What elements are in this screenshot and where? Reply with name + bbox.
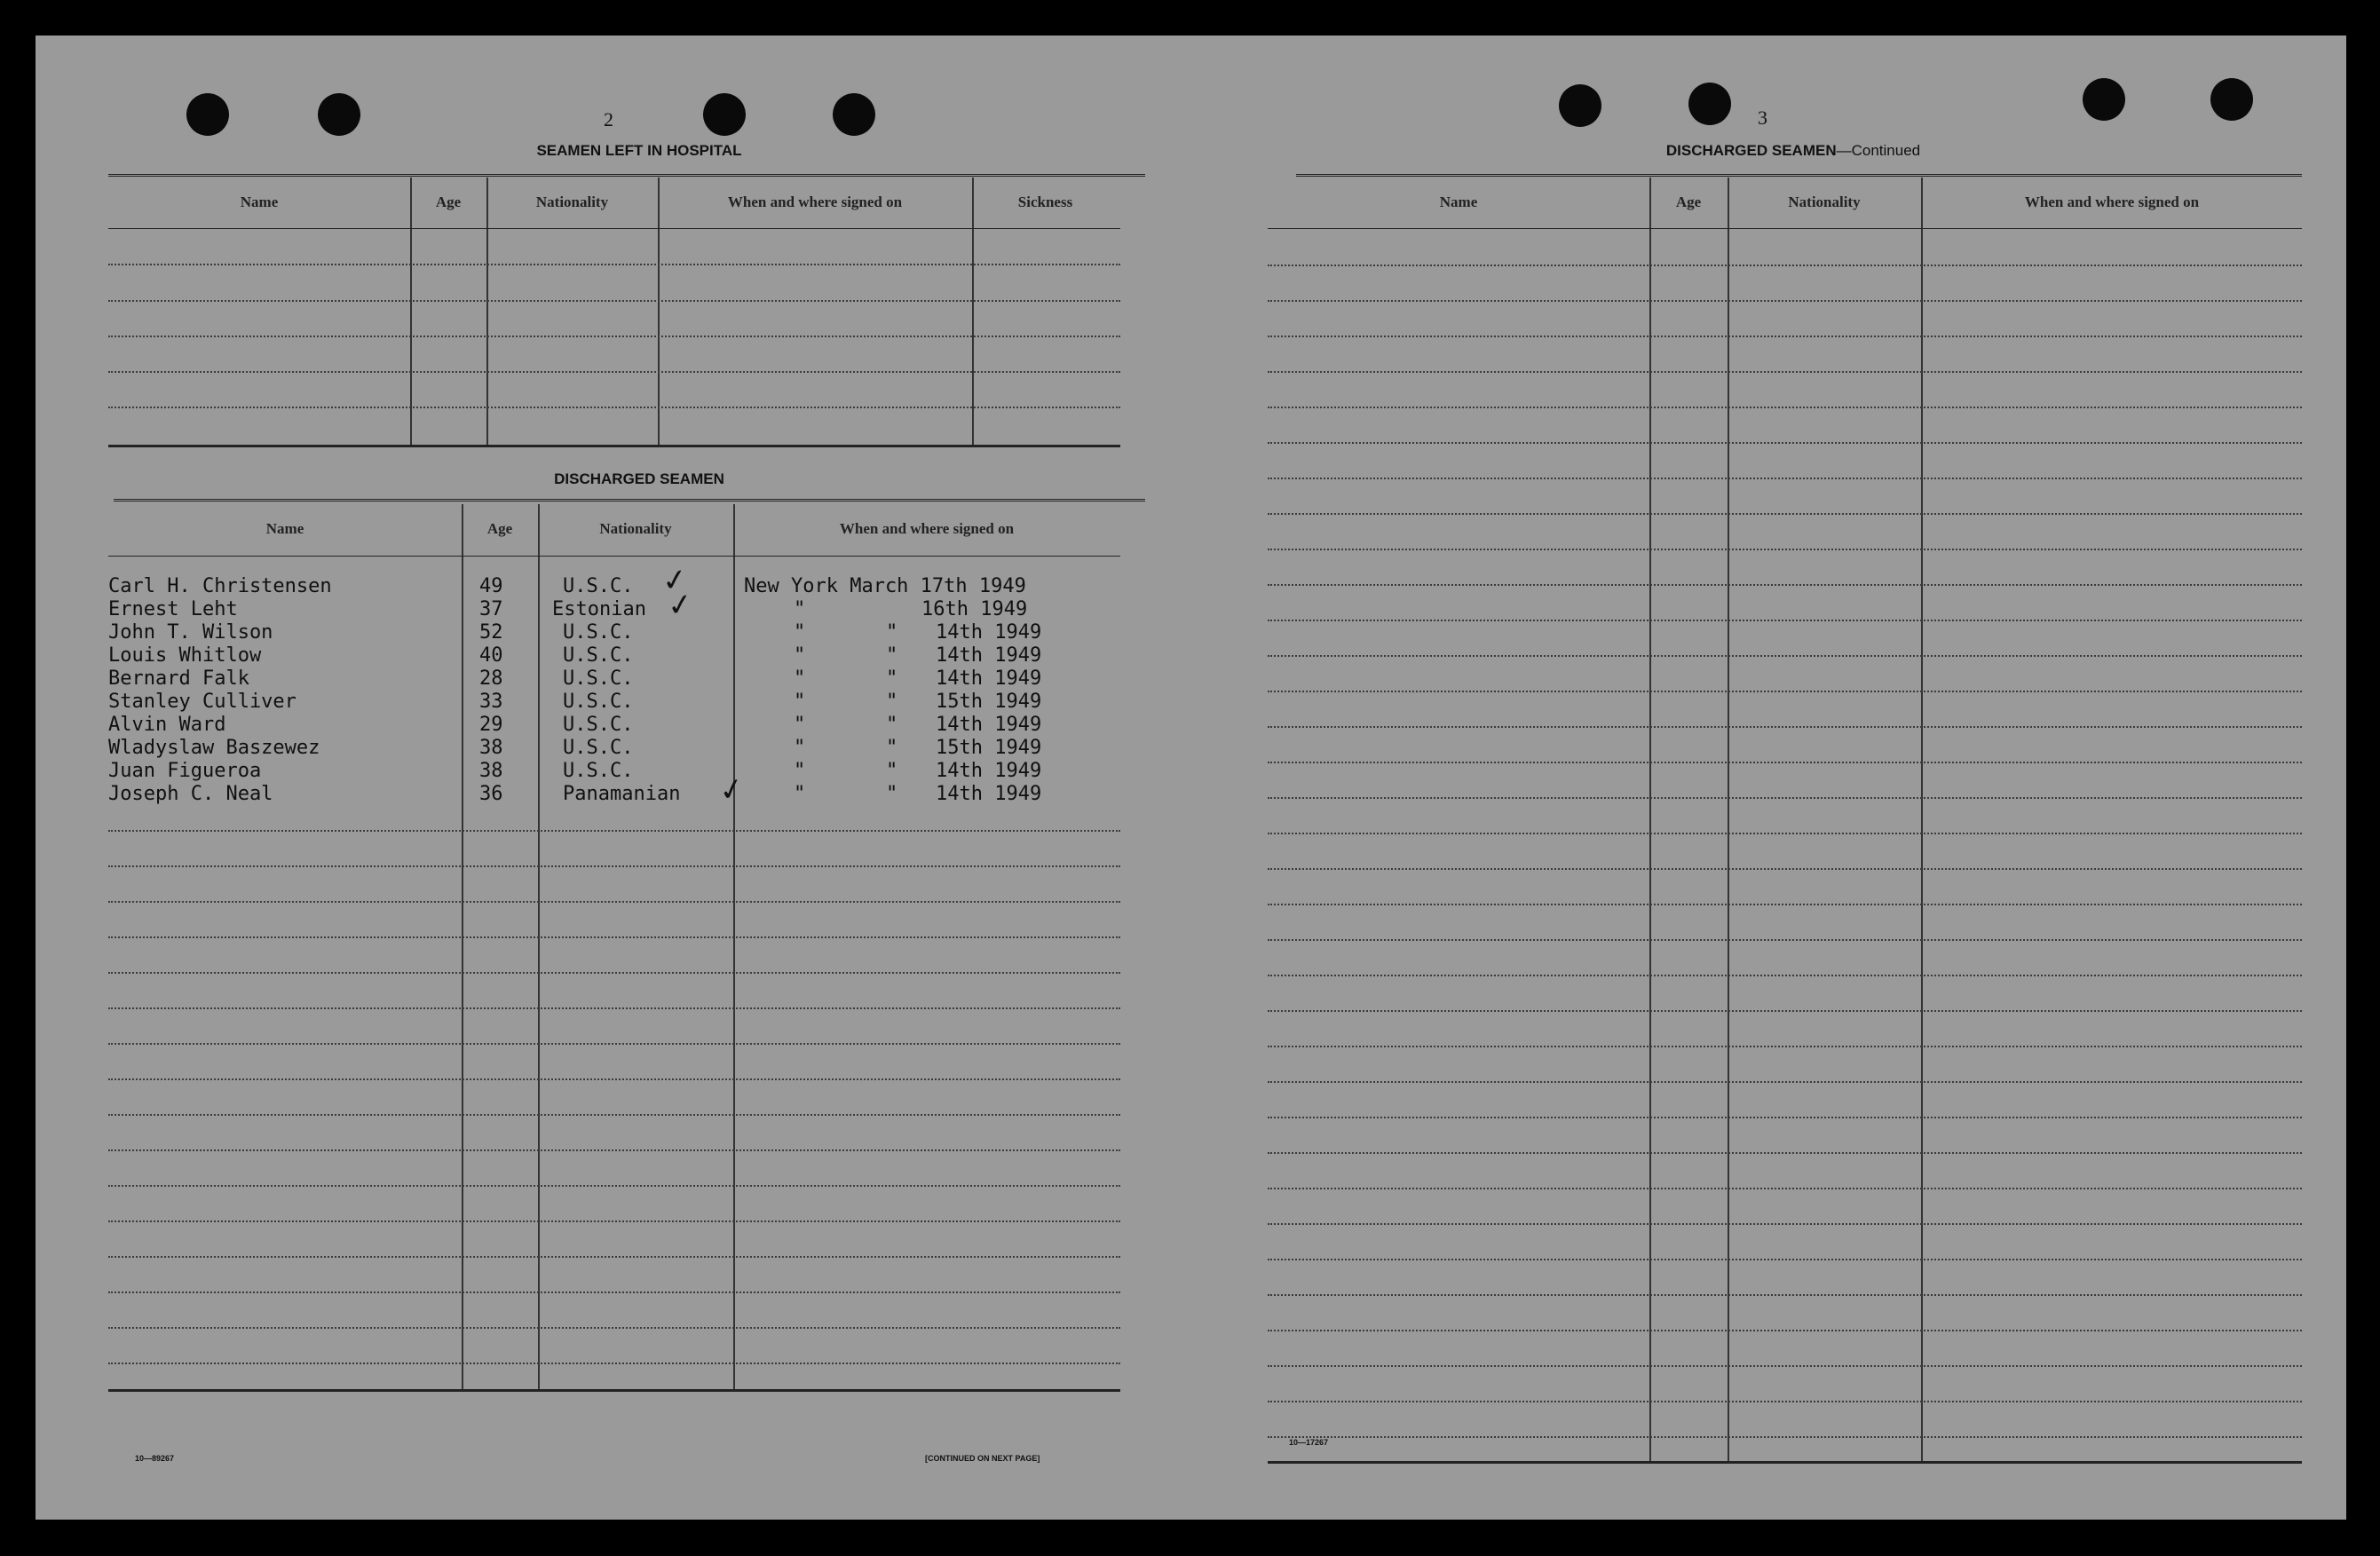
ditto-mark: " [794,783,806,805]
check-mark: ✓ [716,770,748,810]
ruled-line [1268,691,2302,692]
ruled-line [1268,1223,2302,1225]
hospital-col-nationality: Nationality [535,194,609,210]
right-col-age: Age [1675,194,1702,210]
ditto-mark: " [794,667,806,690]
ruled-line [108,1220,1120,1222]
ruled-line [1268,1365,2302,1367]
punch-hole [703,93,746,136]
ditto-mark: " [886,760,898,782]
hospital-header-rule [108,228,1120,229]
punch-hole [186,93,229,136]
entry-signed-on: 14th 1949 [936,644,1042,667]
ruled-line [1268,762,2302,763]
entry-nationality: U.S.C. [563,644,634,667]
entry-age: 29 [479,714,503,736]
hospital-table-bottom-rule [108,445,1120,447]
punch-hole [1559,84,1601,127]
continued-note: [CONTINUED ON NEXT PAGE] [925,1454,1040,1463]
entry-name: Carl H. Christensen [108,575,332,597]
ruled-line [1268,975,2302,976]
ruled-line [1268,584,2302,586]
title-continued: —Continued [1836,142,1921,159]
discharged-header-rule [108,556,1120,557]
ditto-mark: " [794,621,806,644]
entry-signed-on: New York March 17th 1949 [744,575,1026,597]
ruled-line [1268,513,2302,515]
ruled-line [1268,1152,2302,1154]
right-col-nationality: Nationality [1788,194,1861,210]
hospital-table-top-rule [108,174,1145,179]
ruled-line [1268,1046,2302,1047]
ruled-line [1268,442,2302,444]
hospital-row-line [108,371,1120,373]
page-number-left: 2 [604,108,613,130]
entry-nationality: U.S.C. [563,575,634,597]
entry-name: Alvin Ward [108,714,226,736]
ruled-line [108,1043,1120,1045]
discharged-continued-title [1545,142,2042,160]
right-header-rule [1268,228,2302,229]
discharged-divider [733,504,735,1392]
entry-name: Bernard Falk [108,667,249,690]
ruled-line [108,1327,1120,1329]
entry-nationality: U.S.C. [563,691,634,713]
punch-hole [2210,78,2253,121]
entry-name: John T. Wilson [108,621,273,644]
ruled-line [1268,478,2302,479]
entry-age: 33 [479,691,503,713]
ditto-mark: " [886,644,898,667]
entry-age: 28 [479,667,503,690]
hospital-section-title: SEAMEN LEFT IN HOSPITAL [536,142,742,159]
punch-hole [1688,83,1731,125]
discharged-col-signed-on: When and where signed on [839,520,1015,537]
ruled-line [1268,1259,2302,1260]
ruled-line [1268,655,2302,657]
right-table-bottom-rule [1268,1461,2302,1464]
ruled-line [1268,1401,2302,1402]
ditto-mark: " [794,598,806,620]
discharged-col-name: Name [265,520,304,537]
ruled-line [108,1185,1120,1187]
ruled-line [1268,868,2302,870]
entry-name: Ernest Leht [108,598,238,620]
entry-signed-on: 15th 1949 [936,691,1042,713]
entry-age: 52 [479,621,503,644]
entry-age: 40 [479,644,503,667]
right-col-name: Name [1439,194,1478,210]
ruled-line [108,1291,1120,1293]
ruled-line [1268,939,2302,941]
punch-hole [318,93,360,136]
right-table-top-rule [1296,174,2302,179]
entry-name: Juan Figueroa [108,760,262,782]
entry-signed-on: 15th 1949 [936,737,1042,759]
form-number-right: 10—17267 [1289,1438,1329,1447]
page-number-right: 3 [1758,107,1767,129]
entry-signed-on: 14th 1949 [936,714,1042,736]
entry-nationality: U.S.C. [563,737,634,759]
ditto-mark: " [886,714,898,736]
hospital-col-sickness: Sickness [1017,194,1073,210]
ditto-mark: " [886,783,898,805]
ruled-line [108,1007,1120,1009]
entry-name: Wladyslaw Baszewez [108,737,320,759]
hospital-col-name: Name [240,194,279,210]
title-main: DISCHARGED SEAMEN [1665,142,1837,159]
ruled-line [1268,371,2302,373]
ditto-mark: " [886,691,898,713]
ruled-line [108,1078,1120,1080]
ruled-line [108,972,1120,974]
discharged-divider [462,504,463,1392]
entry-signed-on: 16th 1949 [921,598,1028,620]
ditto-mark: " [886,667,898,690]
ditto-mark: " [794,714,806,736]
entry-nationality: U.S.C. [563,760,634,782]
punch-hole [2083,78,2125,121]
ruled-line [1268,1117,2302,1118]
hospital-row-line [108,300,1120,302]
ruled-line [1268,1294,2302,1296]
ditto-mark: " [794,644,806,667]
ditto-mark: " [794,691,806,713]
entry-signed-on: 14th 1949 [936,621,1042,644]
ruled-line [1268,1436,2302,1438]
entry-age: 49 [479,575,503,597]
ruled-line [1268,265,2302,266]
right-col-signed-on: When and where signed on [2024,194,2200,210]
ruled-line [1268,1330,2302,1331]
hospital-col-age: Age [435,194,462,210]
ruled-line [108,1256,1120,1258]
ruled-line [1268,833,2302,834]
entry-signed-on: 14th 1949 [936,667,1042,690]
entry-age: 38 [479,737,503,759]
ruled-line [1268,1188,2302,1189]
ruled-line [1268,300,2302,302]
check-mark: ✓ [665,586,696,625]
ruled-line [108,830,1120,832]
entry-nationality: Panamanian [563,783,681,805]
discharged-section-title: DISCHARGED SEAMEN [554,470,724,487]
discharged-table-top-rule [114,499,1145,504]
ditto-mark: " [886,737,898,759]
entry-name: Louis Whitlow [108,644,262,667]
discharged-table-bottom-rule [108,1389,1120,1392]
entry-age: 36 [479,783,503,805]
entry-age: 38 [479,760,503,782]
entry-name: Stanley Culliver [108,691,297,713]
hospital-col-signed-on: When and where signed on [727,194,903,210]
punch-hole [833,93,875,136]
ruled-line [1268,620,2302,621]
ruled-line [1268,407,2302,408]
ditto-mark: " [886,621,898,644]
ditto-mark: " [794,760,806,782]
entry-nationality: U.S.C. [563,714,634,736]
entry-nationality: Estonian [552,598,646,620]
ruled-line [1268,1081,2302,1083]
discharged-divider [538,504,540,1392]
hospital-row-line [108,407,1120,408]
ruled-line [108,1149,1120,1151]
entry-signed-on: 14th 1949 [936,760,1042,782]
entry-signed-on: 14th 1949 [936,783,1042,805]
entry-age: 37 [479,598,503,620]
ruled-line [1268,1010,2302,1012]
check-mark: ✓ [660,561,691,600]
discharged-col-nationality: Nationality [599,520,672,537]
entry-name: Joseph C. Neal [108,783,273,805]
ruled-line [108,865,1120,867]
ditto-mark: " [794,737,806,759]
document-sheet [36,36,2346,1520]
entry-nationality: U.S.C. [563,667,634,690]
hospital-row-line [108,336,1120,337]
ruled-line [1268,336,2302,337]
discharged-col-age: Age [486,520,513,537]
ruled-line [108,936,1120,938]
form-number-left: 10—89267 [135,1454,175,1463]
ruled-line [108,1362,1120,1364]
ruled-line [1268,549,2302,550]
ruled-line [108,1114,1120,1116]
ruled-line [108,901,1120,903]
ruled-line [1268,904,2302,905]
hospital-row-line [108,264,1120,265]
ruled-line [1268,797,2302,799]
entry-nationality: U.S.C. [563,621,634,644]
ruled-line [1268,726,2302,728]
